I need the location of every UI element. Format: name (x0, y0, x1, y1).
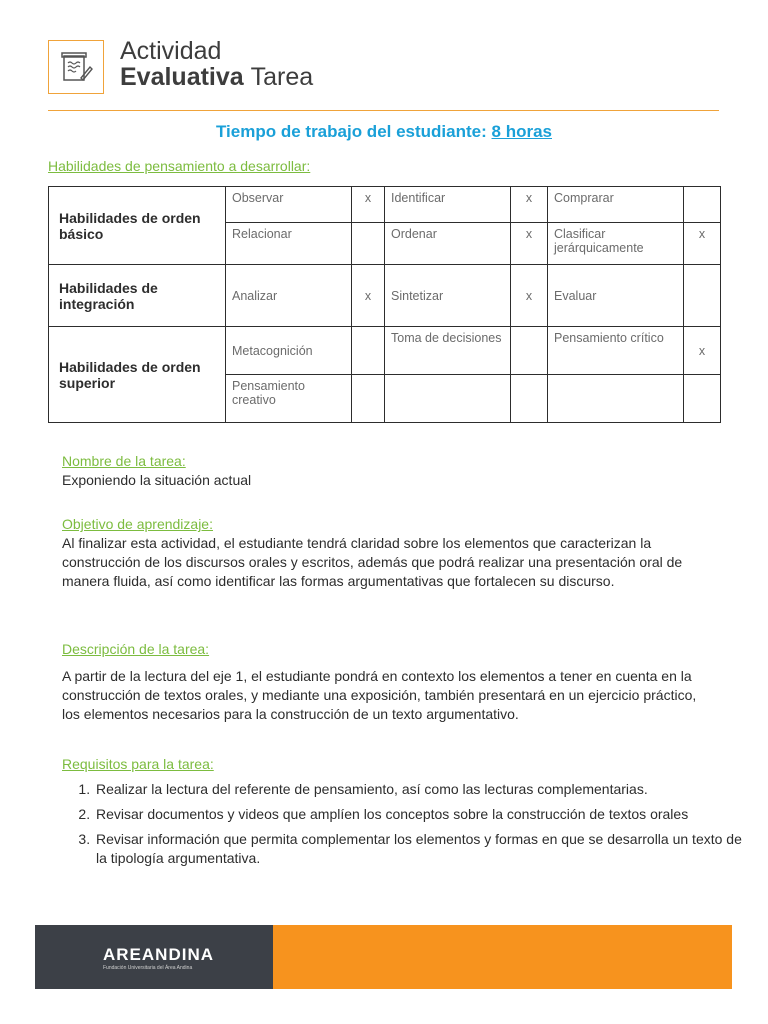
skill-mark-empty (684, 375, 721, 423)
skill-cell: Relacionar (226, 223, 352, 265)
work-time: Tiempo de trabajo del estudiante: 8 horas (215, 122, 552, 141)
skill-cell: Sintetizar (385, 265, 511, 327)
footer-accent-bar (273, 925, 732, 989)
work-time-value: 8 horas (491, 122, 552, 141)
skill-mark: x (352, 187, 385, 223)
description-label: Descripción de la tarea: (62, 641, 210, 657)
page-title (120, 38, 313, 91)
document-edit-icon (48, 40, 104, 94)
skill-cell: Identificar (385, 187, 511, 223)
skill-mark (352, 223, 385, 265)
skill-cell-empty (548, 375, 684, 423)
skill-mark (352, 375, 385, 423)
skill-mark: x (684, 327, 721, 375)
skill-cell: Analizar (226, 265, 352, 327)
skill-mark (511, 327, 548, 375)
skill-cell: Pensamiento creativo (226, 375, 352, 423)
category-integration: Habilidades de integración (49, 265, 226, 327)
skill-mark: x (511, 223, 548, 265)
skill-cell: Pensamiento crítico (548, 327, 684, 375)
category-basic: Habilidades de orden básico (49, 187, 226, 265)
requirements-label: Requisitos para la tarea: (62, 756, 214, 772)
skill-mark (684, 187, 721, 223)
title-line-2: Evaluativa Tarea (120, 63, 314, 92)
list-item: 3. Revisar información que permita complementar los elementos y formas en que se desarrolla un texto de la tipología argumentativa. (94, 830, 744, 868)
skills-table (48, 186, 721, 423)
category-higher: Habilidades de orden superior (49, 327, 226, 423)
header-divider (48, 110, 719, 111)
list-item: 1. Realizar la lectura del referente de pensamiento, así como las lecturas complementarias. (94, 780, 744, 799)
skill-cell: Toma de decisiones (385, 327, 511, 375)
brand-logo: AREANDINA (103, 945, 214, 964)
skill-cell: Observar (226, 187, 352, 223)
skill-mark (352, 327, 385, 375)
skill-mark-empty (511, 375, 548, 423)
footer-brand-bar (35, 925, 273, 989)
description-text: A partir de la lectura del eje 1, el estudiante pondrá en contexto los elementos a tener en cuenta en la construcción de textos orales, y mediante una exposición, también presentará en un ejercicio práctico, los elementos necesarios para la construcción de un texto argumentativo. (62, 668, 697, 722)
list-item: 2. Revisar documentos y videos que amplíen los conceptos sobre la construcción de textos orales (94, 805, 744, 824)
skill-cell: Clasificar jerárquicamente (548, 223, 684, 265)
skill-cell: Metacognición (226, 327, 352, 375)
title-line-1: Actividad (120, 37, 222, 65)
requirements-list (62, 780, 744, 874)
skill-cell-empty (385, 375, 511, 423)
brand-tagline: Fundación Universitaria del Área Andina (103, 965, 193, 971)
objective-label: Objetivo de aprendizaje: (62, 516, 213, 532)
skill-cell: Evaluar (548, 265, 684, 327)
task-name-value: Exponiendo la situación actual (62, 472, 252, 488)
skill-cell: Ordenar (385, 223, 511, 265)
skill-mark: x (684, 223, 721, 265)
skill-mark: x (352, 265, 385, 327)
skill-mark: x (511, 265, 548, 327)
skills-heading: Habilidades de pensamiento a desarrollar: (48, 158, 311, 174)
skill-mark (684, 265, 721, 327)
skill-mark: x (511, 187, 548, 223)
objective-text: Al finalizar esta actividad, el estudiante tendrá claridad sobre los elementos que caracterizan la construcción de los discursos orales y escritos, además que podrá realizar una presentación oral de manera fluida, así como identificar las formas argumentativas que fortalecen su discurso. (62, 535, 683, 589)
task-name-label: Nombre de la tarea: (62, 453, 186, 469)
skill-cell: Comprarar (548, 187, 684, 223)
